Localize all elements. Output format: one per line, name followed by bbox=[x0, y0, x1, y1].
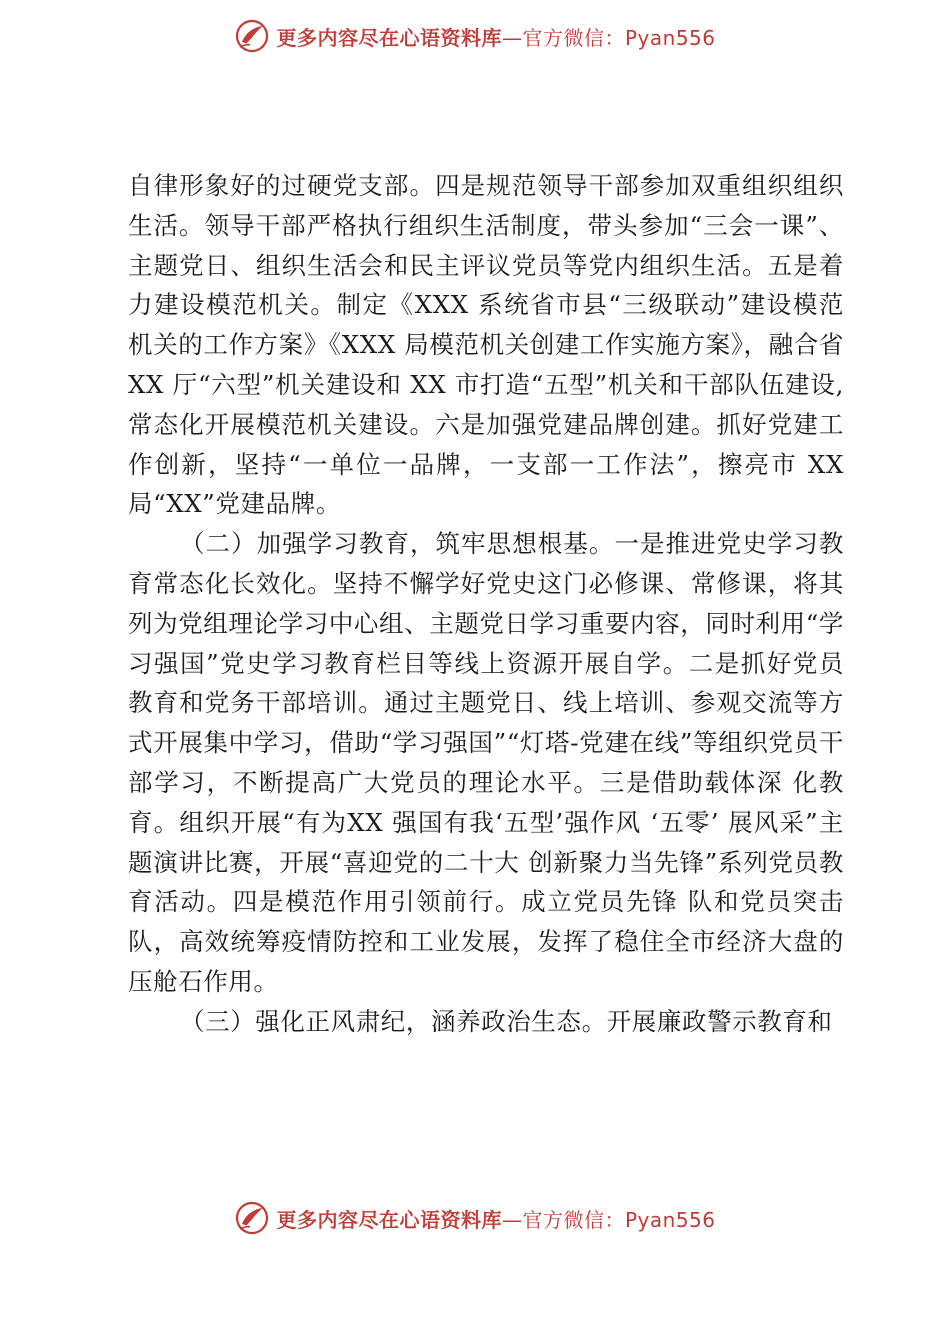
watermark-separator: — bbox=[501, 25, 523, 50]
writing-hand-logo-icon bbox=[234, 1200, 270, 1236]
watermark-text bbox=[276, 1204, 715, 1233]
header-watermark bbox=[0, 14, 950, 58]
document-body bbox=[128, 166, 844, 1042]
paragraph-1: 自律形象好的过硬党支部。四是规范领导干部参加双重组织组织生活。领导干部严格执行组织生活制度，带头参加“三会一课”、主题党日、组织生活会和民主评议党员等党内组织生活。五是着力建设模范机关。制定《XXX 系统省市县“三级联动”建设模范机关的工作方案》《XXX 局模范机关创建工作实施方案》，融合省 XX 厅“六型”机关建设和 XX 市打造“五型”机关和干部队伍建设,常态化开展模范机关建设。六是加强党建品牌创建。抓好党建工作创新，坚持“一单位一品牌，一支部一工作法”，擦亮市 XX 局“XX”党建品牌。 bbox=[128, 171, 844, 519]
footer-watermark bbox=[0, 1196, 950, 1240]
watermark-official-label: 官方微信： bbox=[522, 25, 625, 50]
watermark-official-label: 官方微信： bbox=[522, 1207, 625, 1232]
watermark-brand: 更多内容尽在心语资料库 bbox=[276, 1207, 502, 1232]
watermark-wechat-id: Pyan556 bbox=[624, 1207, 716, 1232]
paragraph-2: （二）加强学习教育，筑牢思想根基。一是推进党史学习教育常态化长效化。坚持不懈学好党史这门必修课、常修课，将其列为党组理论学习中心组、主题党日学习重要内容，同时利用“学习强国”党史学习教育栏目等线上资源开展自学。二是抓好党员 教育和党务干部培训。通过主题党日、线上培训、参观交流等方式开展集中学习，借助“学习强国”“灯塔-党建在线”等组织党员干部学习，不断提高广大党员的理论水平。三是借助载体深 化教育。组织开展“有为XX 强国有我‘五型’强作风 ‘五零’ 展风采”主题演讲比赛，开展“喜迎党的二十大 创新聚力当先锋”系列党员教育活动。四是模范作用引领前行。成立党员先锋 队和党员突击队，高效统筹疫情防控和工业发展，发挥了稳住全市经济大盘的压舱石作用。 bbox=[128, 529, 844, 996]
watermark-wechat-id: Pyan556 bbox=[624, 25, 716, 50]
writing-hand-logo-icon bbox=[234, 18, 270, 54]
paragraph-3: （三）强化正风肃纪，涵养政治生态。开展廉政警示教育和 bbox=[180, 1006, 833, 1036]
watermark-separator: — bbox=[501, 1207, 523, 1232]
watermark-brand: 更多内容尽在心语资料库 bbox=[276, 25, 502, 50]
watermark-text bbox=[276, 22, 715, 51]
